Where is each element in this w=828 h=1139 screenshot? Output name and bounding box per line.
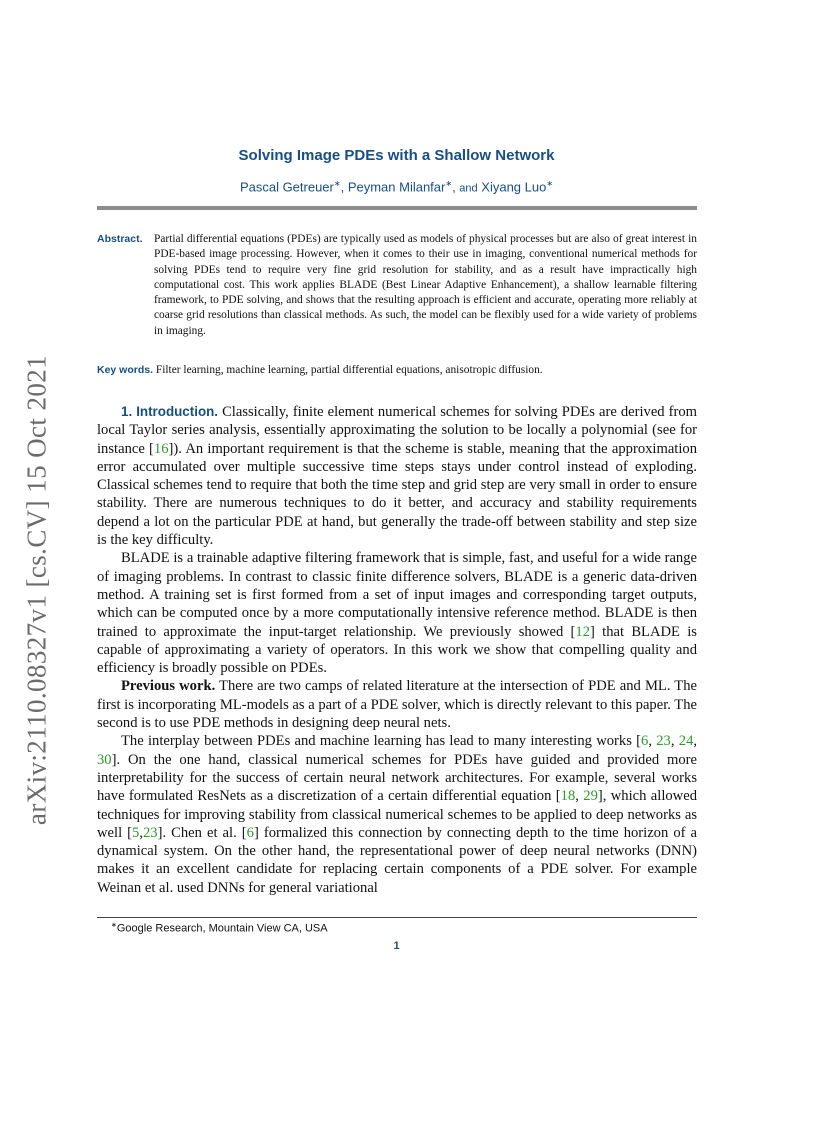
citation-link[interactable]: 6 [246,824,254,841]
paragraph: BLADE is a trainable adaptive filtering framework that is simple, fast, and useful for a wide range of imaging problems. In contrast to classic finite difference solvers, BLADE is a generic data-driven method. A training set is first formed from a set of input images and corresponding target outputs, which can be computed once by a more computationally intensive reference method. BLADE is then trained to approximate the input-target relationship. We previously showed [12] that BLADE is capable of approximating a variety of operators. In this work we show that compelling quality and efficiency is broadly possible on PDEs. [97,550,697,677]
body-text [97,403,697,897]
citation-link[interactable]: 18 [560,788,576,805]
citation-link[interactable]: 23 [142,824,158,841]
citation-link[interactable]: 5 [132,824,140,841]
paragraph: 1. Introduction. Classically, finite element numerical schemes for solving PDEs are derived from local Taylor series analysis, essentially approximating the solution to be locally a polynomial (see for instance [16]). An important requirement is that the scheme is stable, meaning that the approximation error accumulated over multiple successive time steps stays under control instead of exploding. Classical schemes tend to require that both the time step and grid step are very small in order to ensure stability. There are numerous techniques to do it better, and accuracy and stability requirements depend a lot on the particular PDE at hand, but generally the trade-off between stability and step size is the key difficulty. [97,404,697,549]
author-name: Pascal Getreuer [239,179,334,195]
keywords [97,364,697,376]
author-conjunction: and [459,182,478,195]
citation-link[interactable]: 24 [678,733,694,750]
paragraph: Previous work. There are two camps of related literature at the intersection of PDE and ML. The first is incorporating ML-models as a part of a PDE solver, which is directly relevant to this paper. The second is to use PDE methods in designing deep neural nets. [97,678,697,732]
citation-link[interactable]: 29 [583,788,598,805]
citation-link[interactable]: 30 [97,751,112,768]
abstract-text: Partial differential equations (PDEs) are typically used as models of physical processes but are also of great interest in PDE-based image processing. However, when it comes to their use in imaging, conventional numerical methods for solving PDEs tend to require very fine grid resolution for stability, and as a result have impractically high computational cost. This work applies BLADE (Best Linear Adaptive Enhancement), a shallow learnable filtering framework, to PDE solving, and shows that the resulting approach is efficient and accurate, operating more reliably at coarse grid resolutions than classical methods. As such, the model can be flexibly used for a wide variety of problems in imaging. [154,233,697,337]
footnote-text: Google Research, Mountain View CA, USA [116,922,328,935]
title-rule [97,206,697,210]
author-name: Peyman Milanfar [347,179,446,195]
footnote-mark: ∗ [111,922,117,929]
author-name: Xiyang Luo [481,179,547,195]
citation-link[interactable]: 23 [656,733,671,750]
page-number: 1 [393,940,400,952]
footnote-rule [97,917,697,918]
abstract [97,232,697,339]
keywords-heading: Key words. [97,364,154,376]
abstract-heading: Abstract. [97,233,143,245]
footnote [111,921,328,935]
arxiv-identifier-text: arXiv:2110.08327v1 [cs.CV] 15 Oct 2021 [21,354,52,826]
citation-link[interactable]: 6 [641,733,649,750]
section-number: 1. [121,404,133,419]
keywords-text: Filter learning, machine learning, partial differential equations, anisotropic diffusion. [155,364,543,376]
arxiv-identifier [22,355,52,825]
paragraph-heading: Previous work. [121,678,216,695]
affiliation-mark: ∗ [333,179,341,188]
affiliation-mark: ∗ [546,179,554,188]
citation-link[interactable]: 12 [575,623,591,640]
citation-link[interactable]: 16 [153,440,169,457]
section-title: Introduction. [136,404,219,419]
paragraph: The interplay between PDEs and machine learning has lead to many interesting works [6, 23, 24, 30]. On the one hand, classical numerical schemes for PDEs have guided and provided more interpretability for the success of certain neural network architectures. For example, several works have formulated ResNets as a discretization of a certain differential equation [18, 29], which allowed techniques for improving stability from classical numerical schemes to be applied to deep networks as well [5,23]. Chen et al. [6] formalized this connection by connecting depth to the time horizon of a dynamical system. On the other hand, the representational power of deep neural networks (DNN) makes it an excellent candidate for replacing certain components of a PDE solver. For example Weinan et al. used DNNs for general variational [97,733,698,896]
affiliation-mark: ∗ [445,179,453,188]
paper-title: Solving Image PDEs with a Shallow Network [238,147,555,164]
author-list: Pascal Getreuer∗, Peyman Milanfar∗, and Xiyang Luo∗ [239,179,554,195]
